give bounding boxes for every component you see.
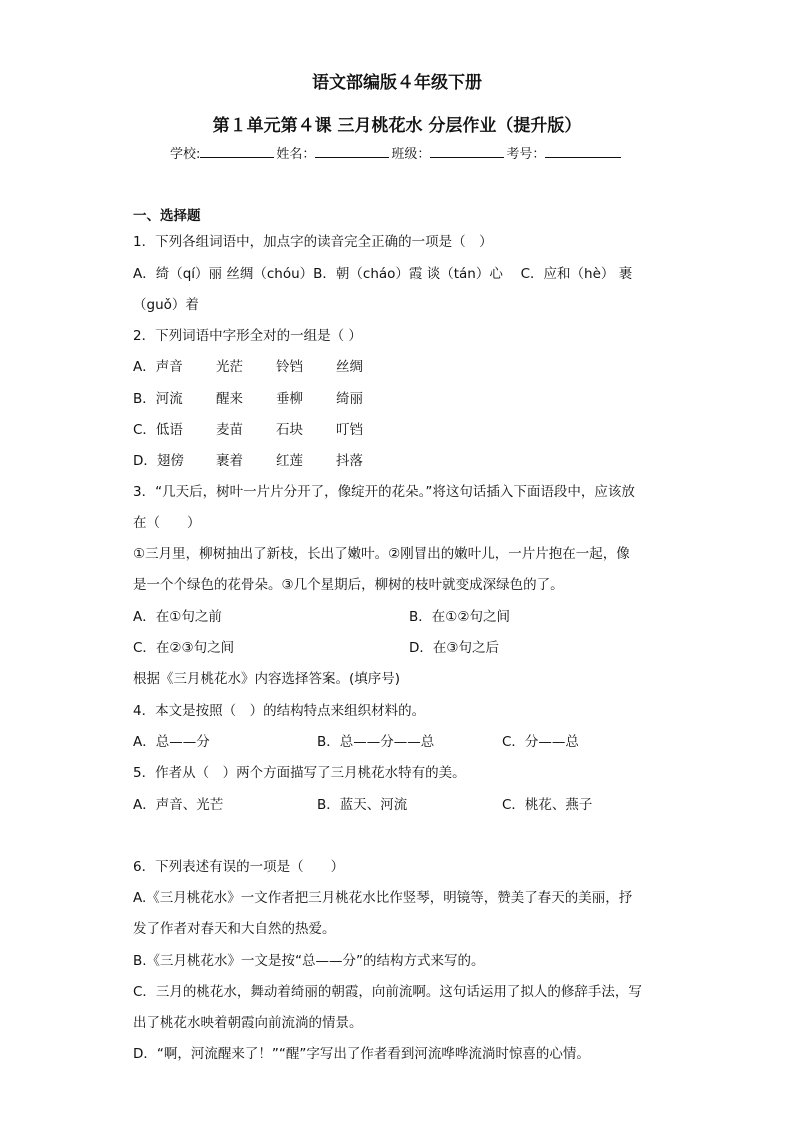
q2-option-c-word-1: C．低语: [133, 422, 183, 438]
q4-option-c: C．分——总: [502, 734, 579, 750]
class-blank[interactable]: [430, 144, 504, 158]
q4-option-a: A．总——分: [133, 734, 210, 750]
q6-option-d: D．“啊，河流醒来了！”“醒”字写出了作者看到河流哗哗流淌时惊喜的心情。: [133, 1046, 590, 1062]
q6-option-b: B.《三月桃花水》一文是按“总——分”的结构方式来写的。: [133, 953, 485, 969]
q2-option-d-word-4: 抖落: [336, 453, 363, 469]
q4-option-b: B．总——分——总: [317, 734, 435, 750]
q5-option-c: C．桃花、燕子: [502, 797, 593, 813]
q2-option-a-word-4: 丝绸: [336, 359, 363, 375]
question-3-stem: 3．“几天后，树叶一片片分开了，像绽开的花朵。”将这句话插入下面语段中，应该放: [133, 484, 635, 500]
q2-option-b-word-3: 垂柳: [276, 391, 303, 407]
q2-option-c-word-4: 叮铛: [336, 422, 363, 438]
question-1-options-cont: （guǒ）着: [133, 297, 199, 313]
q6-option-a: A.《三月桃花水》一文作者把三月桃花水比作竖琴，明镜等，赞美了春天的美丽，抒: [133, 890, 633, 906]
exam-no-blank[interactable]: [545, 144, 621, 158]
worksheet-title: 语文部编版４年级下册: [312, 73, 482, 93]
q2-option-b-word-1: B．河流: [133, 391, 183, 407]
question-1-options: A．绮（qí）丽 丝绸（chóu）B．朝（cháo）霞 谈（tán）心 C．应和（hè） 裹: [133, 266, 633, 282]
question-3-passage-cont: 是一个个绿色的花骨朵。③几个星期后，柳树的枝叶就变成深绿色的了。: [133, 577, 564, 593]
q6-option-c-cont: 出了桃花水映着朝霞向前流淌的情景。: [133, 1015, 363, 1031]
lesson-title: 第１单元第４课 三月桃花水 分层作业（提升版）: [212, 116, 582, 136]
school-label: 学校:: [170, 147, 201, 162]
q3-option-c: C．在②③句之间: [133, 640, 235, 656]
q2-option-b-word-4: 绮丽: [336, 391, 363, 407]
question-3-passage: ①三月里，柳树抽出了新枝，长出了嫩叶。②刚冒出的嫩叶儿，一片片抱在一起，像: [133, 546, 630, 562]
q6-option-c: C．三月的桃花水，舞动着绮丽的朝霞，向前流啊。这句话运用了拟人的修辞手法，写: [133, 984, 642, 1000]
q2-option-c-word-2: 麦苗: [216, 422, 243, 438]
q5-option-a: A．声音、光芒: [133, 797, 224, 813]
school-blank[interactable]: [200, 144, 274, 158]
q5-option-b: B．蓝天、河流: [317, 797, 408, 813]
student-info-row: [170, 143, 623, 162]
q3-option-d: D．在③句之后: [409, 640, 499, 656]
q2-option-a-word-2: 光茫: [216, 359, 243, 375]
q6-option-a-cont: 发了作者对春天和大自然的热爱。: [133, 921, 336, 937]
question-3-stem-cont: 在（ ）: [133, 515, 201, 531]
question-5-stem: 5．作者从（ ）两个方面描写了三月桃花水特有的美。: [133, 765, 466, 781]
question-1-stem: 1．下列各组词语中，加点字的读音完全正确的一项是（ ）: [133, 234, 493, 250]
q3-option-b: B．在①②句之间: [409, 609, 510, 625]
q2-option-c-word-3: 石块: [276, 422, 303, 438]
question-2-stem: 2．下列词语中字形全对的一组是（ ）: [133, 328, 362, 344]
question-4-stem: 4．本文是按照（ ）的结构特点来组织材料的。: [133, 703, 426, 719]
q2-option-a-word-1: A．声音: [133, 359, 183, 375]
section-heading: 一、选择题: [133, 208, 201, 224]
name-label: 姓名：: [276, 147, 316, 162]
q3-option-a: A．在①句之前: [133, 609, 222, 625]
exam-no-label: 考号：: [506, 147, 546, 162]
q2-option-b-word-2: 醒来: [216, 391, 243, 407]
q2-option-d-word-2: 裹着: [216, 453, 243, 469]
q2-option-a-word-3: 铃铛: [276, 359, 303, 375]
q2-option-d-word-1: D．翅傍: [133, 453, 184, 469]
question-6-stem: 6．下列表述有误的一项是（ ）: [133, 859, 345, 875]
name-blank[interactable]: [315, 144, 389, 158]
reading-instruction: 根据《三月桃花水》内容选择答案。(填序号): [133, 671, 401, 687]
q2-option-d-word-3: 红莲: [276, 453, 303, 469]
class-label: 班级：: [391, 147, 431, 162]
